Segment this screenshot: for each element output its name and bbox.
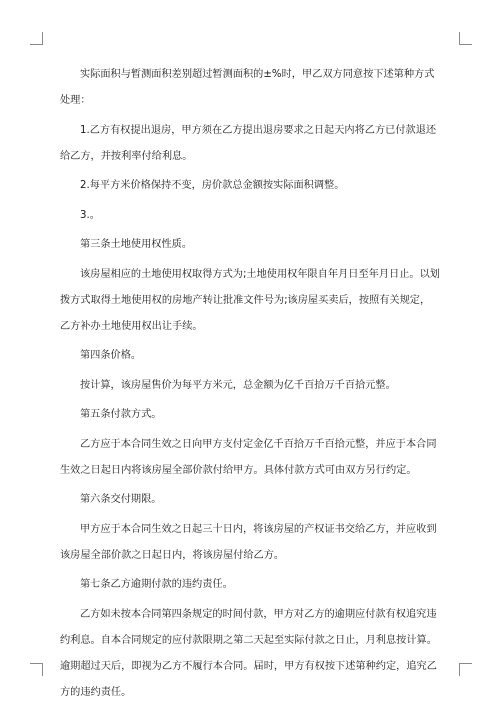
crop-mark-top-right [459, 32, 472, 45]
heading-article-6: 第六条交付期限。 [80, 494, 162, 505]
paragraph-area-difference: 实际面积与暂测面积差别超过暂测面积的±%时，甲乙双方同意按下述第种方式处理： [60, 69, 435, 106]
heading-article-3: 第三条土地使用权性质。 [80, 239, 193, 250]
crop-mark-bottom-right [459, 663, 472, 676]
heading-article-7: 第七条乙方逾期付款的违约责任。 [80, 579, 233, 590]
document-body [60, 62, 440, 706]
paragraph-delivery: 甲方应于本合同生效之日起三十日内，将该房屋的产权证书交给乙方，并应收到该房屋全部价款之日起日内，将该房屋付给乙方。 [60, 523, 437, 561]
paragraph-option-1: 1.乙方有权提出退房，甲方须在乙方提出退房要求之日起天内将乙方已付款退还给乙方，并按利率付给利息。 [60, 124, 437, 162]
paragraph-option-2: 2.每平方米价格保持不变，房价款总金额按实际面积调整。 [80, 180, 345, 191]
heading-article-4: 第四条价格。 [80, 350, 142, 361]
paragraph-price: 按计算，该房屋售价为每平方米元，总金额为亿千百拾万千百拾元整。 [80, 379, 396, 391]
paragraph-payment: 乙方应于本合同生效之日向甲方支付定金亿千百拾万千百拾元整，并应于本合同生效之日起日内将该房屋全部价款付给甲方。具体付款方式可由双方另行约定。 [60, 438, 437, 476]
heading-article-5: 第五条付款方式。 [80, 409, 162, 420]
paragraph-land-use: 该房屋相应的土地使用权取得方式为;土地使用权年限自年月日至年月日止。以划拨方式取得土地使用权的房地产转让批准文件号为;该房屋买卖后，按照有关规定，乙方补办土地使用权出让手续。 [60, 268, 440, 332]
paragraph-late-payment: 乙方如未按本合同第四条规定的时间付款，甲方对乙方的逾期应付款有权追究违约利息。自本合同规定的应付款限期之第二天起至实际付款之日止，月利息按计算。逾期超过天后，即视为乙方不履行本合同。届时，甲方有权按下述第种约定，追究乙方的违约责任。 [60, 608, 437, 698]
crop-mark-top-left [30, 32, 43, 45]
paragraph-option-3: 3.。 [80, 209, 100, 221]
crop-mark-bottom-left [30, 663, 43, 676]
